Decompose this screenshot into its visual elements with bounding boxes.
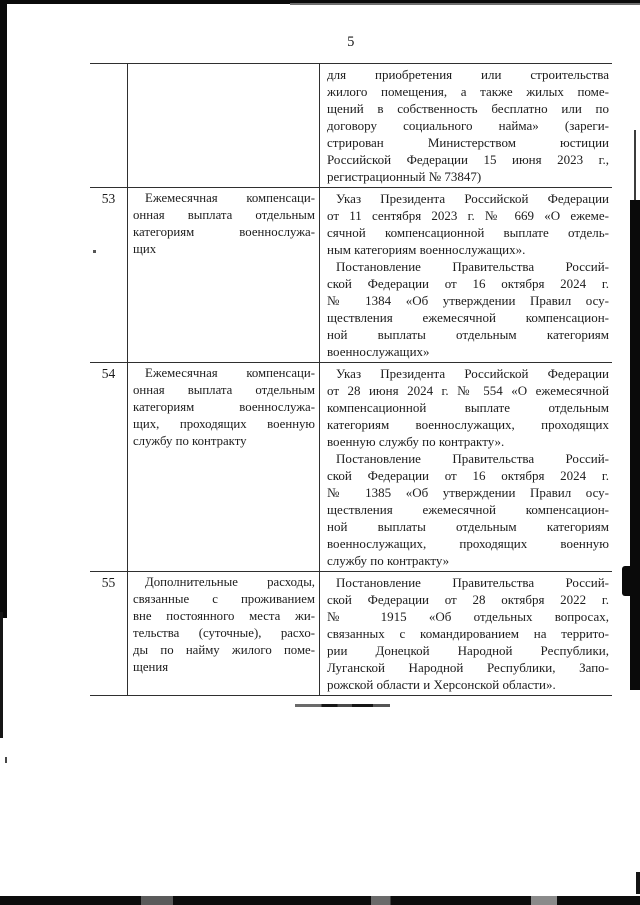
scan-edge-bottom (0, 896, 640, 905)
text-line: военнослужащих» (327, 344, 430, 359)
text-line: службу по контракту» (327, 553, 450, 568)
payments-table (90, 63, 612, 696)
text-line: № 1384 «Об утверждении Правил осу- (327, 293, 609, 308)
legal-basis-cell (320, 363, 612, 571)
text-line: онная выплата отдельным (133, 383, 315, 397)
row-number-cell: 54 (90, 363, 128, 571)
text-line: щения (133, 660, 169, 674)
text-line: щих, проходящих военную (133, 417, 315, 431)
scan-edge-right (630, 200, 640, 690)
text-line: ской Федерации от 16 октября 2024 г. (327, 468, 609, 483)
text-line: от 11 сентября 2023 г. № 669 «О ежеме- (327, 208, 609, 223)
text-line: связанных с командированием на террито- (327, 626, 609, 641)
scan-edge-left-thin (0, 612, 3, 738)
payment-name-cell (128, 188, 320, 362)
section-end-rule (295, 704, 390, 707)
table-row (90, 63, 612, 187)
legal-basis-cell (320, 572, 612, 695)
text-line: щих (133, 242, 157, 256)
scan-edge-left (0, 0, 7, 618)
text-line: щений в собственность бесплатно или по (327, 101, 609, 116)
text-line: военную службу по контракту». (327, 434, 505, 449)
text-line: ды по найму жилого поме- (133, 643, 315, 657)
text-line: Указ Президента Российской Федерации (336, 191, 609, 206)
text-line: Ежемесячная компенсаци- (145, 191, 315, 205)
text-line: Постановление Правительства Россий- (336, 259, 609, 274)
text-line: категориям военнослужащих, проходящих (327, 417, 609, 432)
text-line: от 28 июня 2024 г. № 554 «О ежемесячной (327, 383, 609, 398)
text-line: Постановление Правительства Россий- (336, 575, 609, 590)
row-number-cell (90, 64, 128, 187)
text-line: вне постоянного места жи- (133, 609, 315, 623)
page-number: 5 (347, 34, 355, 50)
row-number-cell: 55 (90, 572, 128, 695)
text-line: регистрационный № 73847) (327, 169, 482, 184)
text-line: ной выплаты отдельным категориям (327, 327, 609, 342)
text-line: № 1915 «Об отдельных вопросах, (327, 609, 609, 624)
table-row (90, 362, 612, 571)
scan-edge-top-gray (290, 3, 640, 5)
text-line: сячной компенсационной выплате отдель- (327, 225, 609, 240)
text-line: ной выплаты отдельным категориям (327, 519, 609, 534)
text-line: ской Федерации от 16 октября 2024 г. (327, 276, 609, 291)
text-line: Российской Федерации 15 июня 2023 г., (327, 152, 609, 167)
scan-tick-right-bottom (636, 872, 640, 894)
text-line: военнослужащих, проходящих военную (327, 536, 609, 551)
payment-name-cell (128, 572, 320, 695)
payment-name-cell (128, 363, 320, 571)
text-line: для приобретения или строительства (327, 67, 609, 82)
scan-edge-right-thin (634, 130, 636, 205)
row-number-cell: 53 (90, 188, 128, 362)
text-line: связанные с проживанием (133, 592, 315, 606)
text-line: категориям военнослужа- (133, 400, 315, 414)
table-row (90, 187, 612, 362)
payment-name-cell (128, 64, 320, 187)
text-line: ществления ежемесячной компенсацион- (327, 310, 609, 325)
text-line: категориям военнослужа- (133, 225, 315, 239)
legal-basis-cell (320, 64, 612, 187)
text-line: стрирован Министерством юстиции (327, 135, 609, 150)
text-line: договору социального найма» (зареги- (327, 118, 609, 133)
scan-speck (5, 757, 7, 763)
text-line: ществления ежемесячной компенсацион- (327, 502, 609, 517)
text-line: № 1385 «Об утверждении Правил осу- (327, 485, 609, 500)
text-line: рожской области и Херсонской области». (327, 677, 556, 692)
text-line: Указ Президента Российской Федерации (336, 366, 609, 381)
text-line: ской Федерации от 28 октября 2022 г. (327, 592, 609, 607)
text-line: службу по контракту (133, 434, 247, 448)
text-line: жилого помещения, а также жилых поме- (327, 84, 609, 99)
table-row (90, 571, 612, 695)
text-line: Ежемесячная компенсаци- (145, 366, 315, 380)
text-line: Дополнительные расходы, (145, 575, 315, 589)
legal-basis-cell (320, 188, 612, 362)
text-line: Луганской Народной Республики, Запо- (327, 660, 609, 675)
scan-blob-right (622, 566, 640, 596)
text-line: компенсационной выплате отдельным (327, 400, 609, 415)
text-line: онная выплата отдельным (133, 208, 315, 222)
text-line: Постановление Правительства Россий- (336, 451, 609, 466)
text-line: тельства (суточные), расхо- (133, 626, 315, 640)
text-line: рии Донецкой Народной Республики, (327, 643, 609, 658)
text-line: ным категориям военнослужащих». (327, 242, 526, 257)
